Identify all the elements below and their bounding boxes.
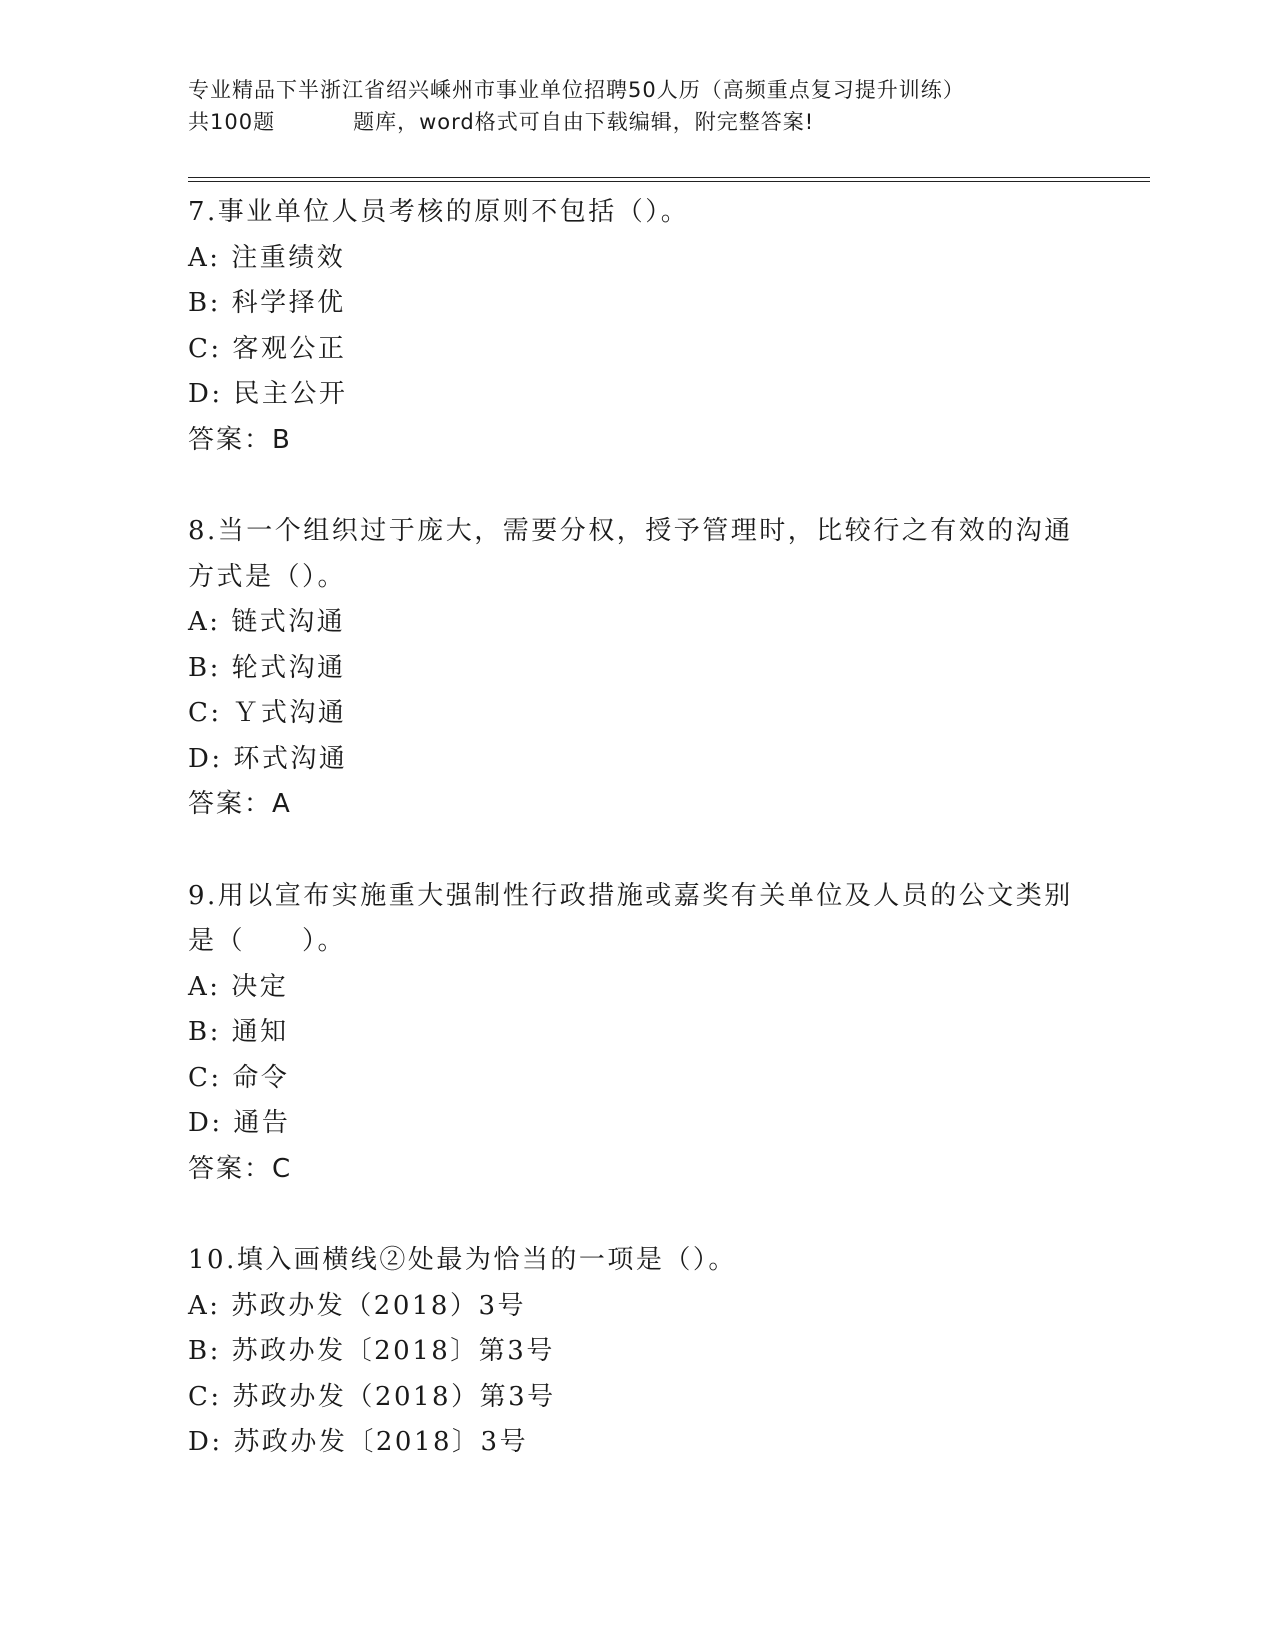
- option-b: B: 苏政办发〔2018〕第3号: [188, 1336, 555, 1366]
- header-divider-top: [188, 177, 1150, 178]
- option-c: C: Ｙ式沟通: [188, 698, 347, 728]
- question-text: 8.当一个组织过于庞大，需要分权，授予管理时，比较行之有效的沟通方式是（）。: [188, 516, 1073, 592]
- option-d: D: 环式沟通: [188, 743, 348, 774]
- question-10: [188, 1238, 1088, 1466]
- header-title-line-1: 专业精品下半浙江省绍兴嵊州市事业单位招聘50人历（高频重点复习提升训练）: [188, 78, 965, 102]
- option-a: A: 决定: [188, 971, 289, 1002]
- header-title-line-2: [188, 106, 1148, 138]
- option-c: C: 命令: [188, 1062, 290, 1093]
- question-list: [188, 190, 1088, 1512]
- option-c: C: 苏政办发（2018）第3号: [188, 1381, 556, 1412]
- option-d: D: 通告: [188, 1108, 291, 1138]
- question-text: 9.用以宣布实施重大强制性行政措施或嘉奖有关单位及人员的公文类别是（ ）。: [188, 880, 1073, 956]
- document-header: [188, 74, 1148, 138]
- option-a: A: 链式沟通: [188, 607, 346, 637]
- question-8: [188, 509, 1088, 828]
- question-count: 共100题: [188, 110, 276, 134]
- option-a: A: 苏政办发（2018）3号: [188, 1290, 527, 1321]
- question-text: 7.事业单位人员考核的原则不包括（）。: [188, 197, 690, 227]
- question-9: [188, 874, 1088, 1193]
- answer-label: 答案：C: [188, 1153, 293, 1184]
- option-b: B: 轮式沟通: [188, 652, 346, 683]
- option-d: D: 苏政办发〔2018〕3号: [188, 1427, 529, 1457]
- question-7: [188, 190, 1088, 463]
- answer-label: 答案：A: [188, 789, 292, 819]
- answer-label: 答案：B: [188, 424, 292, 455]
- header-divider-bottom: [188, 181, 1150, 182]
- option-d: D: 民主公开: [188, 379, 348, 409]
- header-subtitle: 题库，word格式可自由下载编辑，附完整答案!: [353, 110, 815, 134]
- option-a: A: 注重绩效: [188, 242, 346, 273]
- question-text: 10.填入画横线②处最为恰当的一项是（）。: [188, 1245, 737, 1275]
- option-b: B: 通知: [188, 1017, 289, 1047]
- option-b: B: 科学择优: [188, 288, 346, 318]
- option-c: C: 客观公正: [188, 333, 347, 364]
